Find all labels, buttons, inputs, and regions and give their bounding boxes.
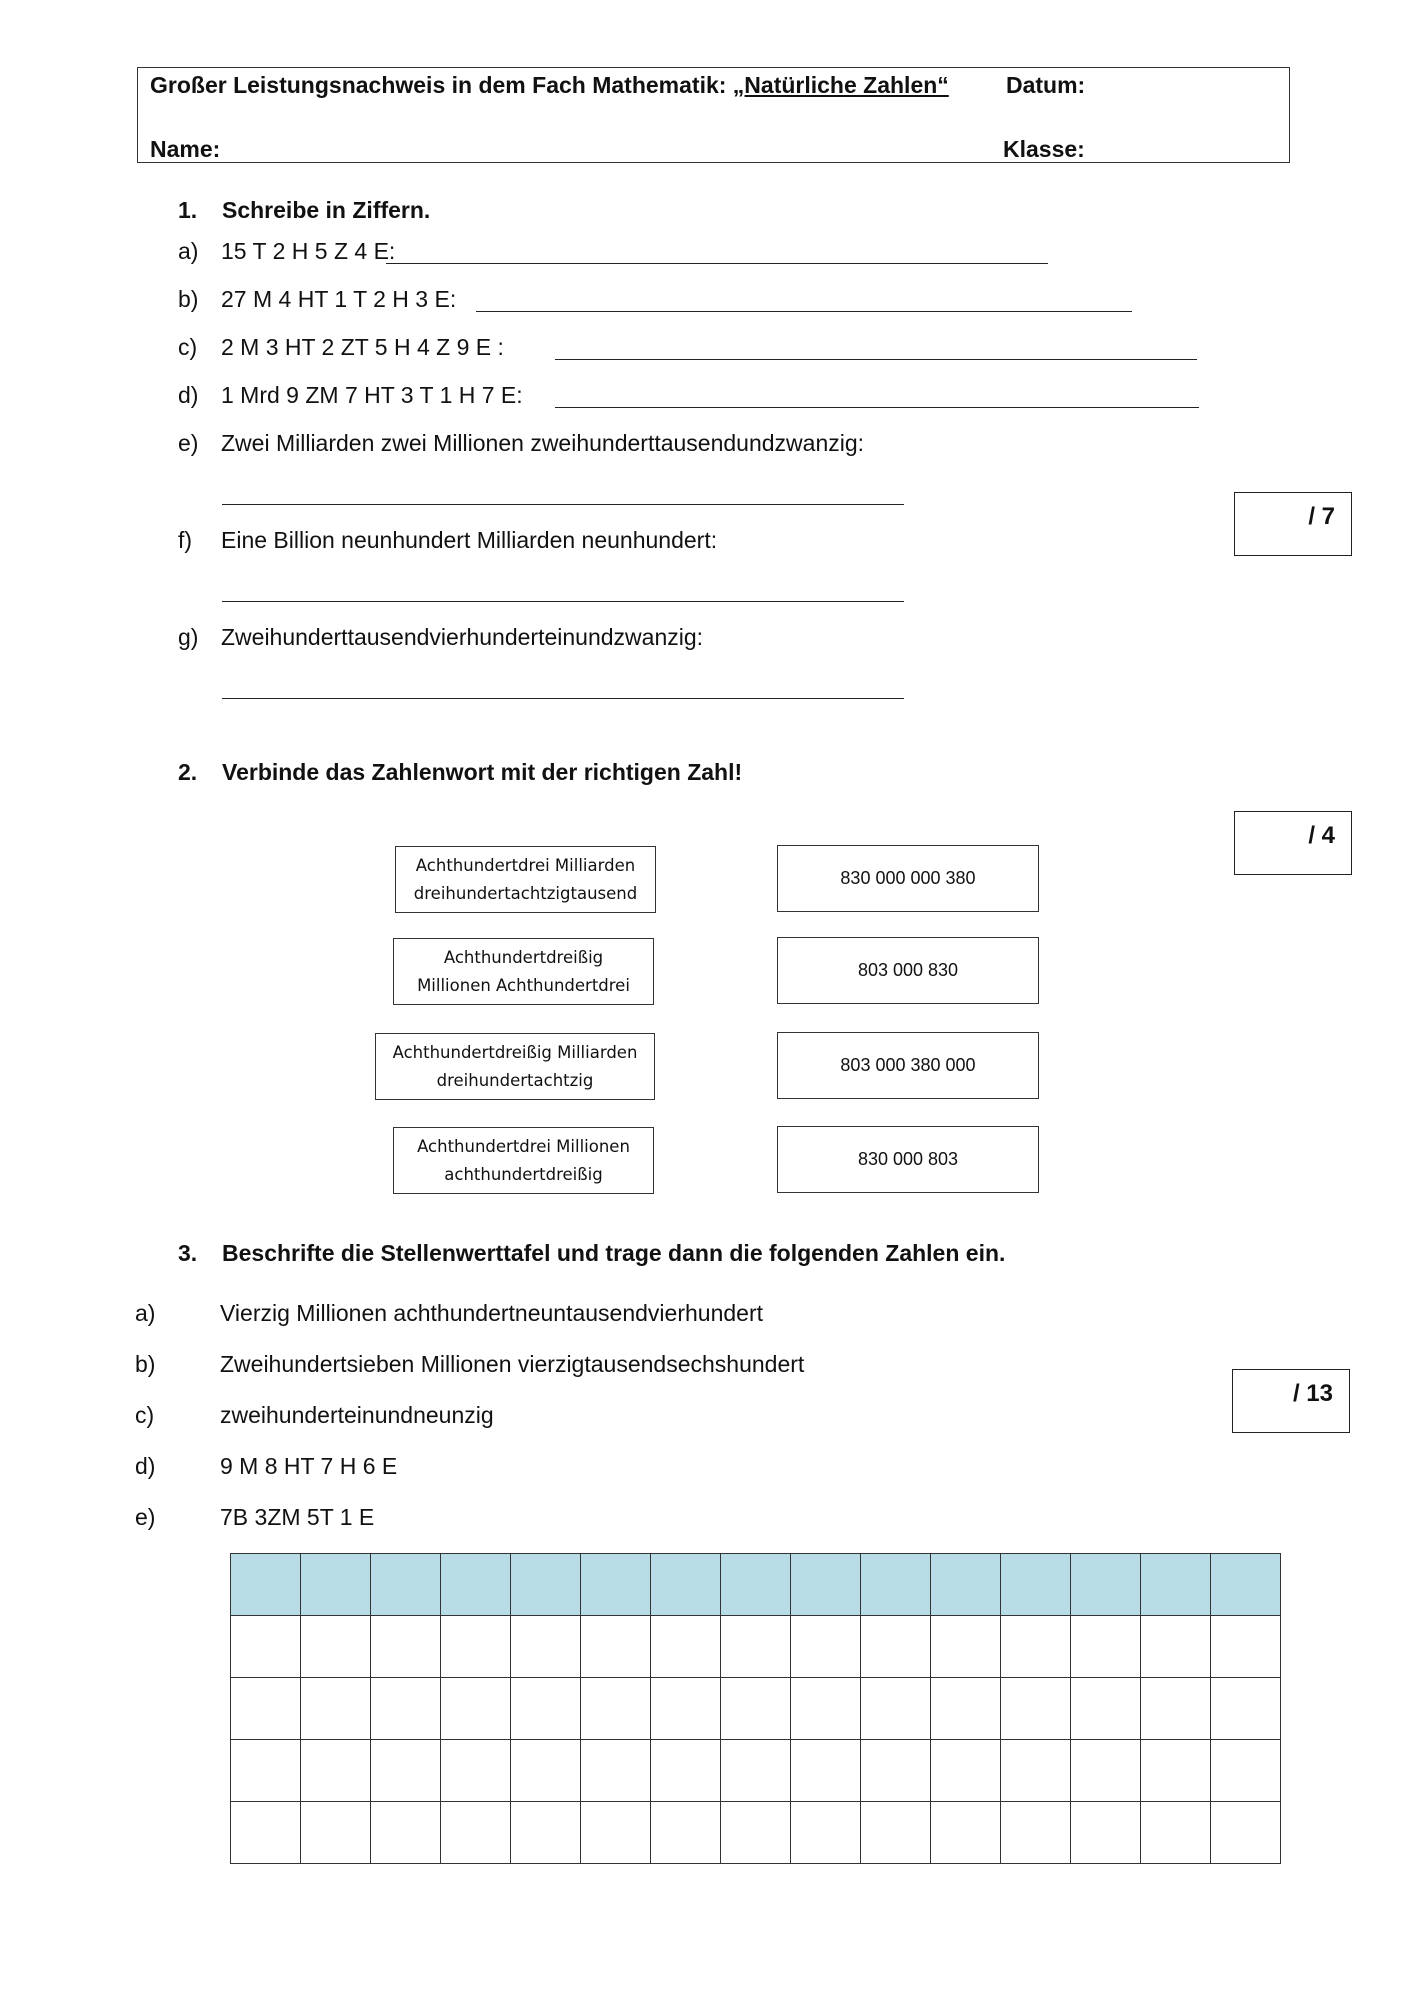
score-box-section3 bbox=[1232, 1369, 1350, 1433]
place-value-header-cell[interactable] bbox=[931, 1554, 1001, 1616]
place-value-cell[interactable] bbox=[441, 1678, 511, 1740]
number-word-box[interactable] bbox=[393, 938, 654, 1005]
task-text: Vierzig Millionen achthundertneuntausendvierhundert bbox=[220, 1300, 763, 1326]
task-text: Zweihundertsieben Millionen vierzigtausendsechshundert bbox=[220, 1351, 805, 1377]
place-value-cell[interactable] bbox=[651, 1740, 721, 1802]
place-value-header-cell[interactable] bbox=[1071, 1554, 1141, 1616]
task-label: a) bbox=[178, 238, 199, 264]
score-box-section1 bbox=[1234, 492, 1352, 556]
number-box[interactable] bbox=[777, 1126, 1039, 1193]
place-value-cell[interactable] bbox=[231, 1678, 301, 1740]
task-label: a) bbox=[135, 1300, 156, 1326]
place-value-table bbox=[230, 1553, 1281, 1864]
place-value-cell[interactable] bbox=[721, 1616, 791, 1678]
place-value-cell[interactable] bbox=[231, 1802, 301, 1864]
task-text: 7B 3ZM 5T 1 E bbox=[220, 1504, 375, 1530]
place-value-cell[interactable] bbox=[1141, 1616, 1211, 1678]
section3-title: Beschrifte die Stellenwerttafel und trage dann die folgenden Zahlen ein. bbox=[222, 1240, 1006, 1266]
place-value-header-row bbox=[231, 1554, 1281, 1616]
score-box-section2 bbox=[1234, 811, 1352, 875]
number-word-line: dreihundertachtzigtausend bbox=[413, 883, 638, 903]
section3-number: 3. bbox=[178, 1240, 198, 1266]
place-value-cell[interactable] bbox=[511, 1678, 581, 1740]
place-value-header-cell[interactable] bbox=[1001, 1554, 1071, 1616]
section2-number: 2. bbox=[178, 759, 198, 785]
number-value: 830 000 803 bbox=[857, 1149, 959, 1169]
place-value-cell[interactable] bbox=[231, 1616, 301, 1678]
place-value-row bbox=[231, 1616, 1281, 1678]
place-value-cell[interactable] bbox=[581, 1740, 651, 1802]
place-value-cell[interactable] bbox=[1211, 1740, 1281, 1802]
task-text: 27 M 4 HT 1 T 2 H 3 E: bbox=[221, 286, 457, 312]
place-value-row bbox=[231, 1678, 1281, 1740]
section1-heading bbox=[178, 197, 430, 224]
place-value-cell[interactable] bbox=[581, 1802, 651, 1864]
task-text: Eine Billion neunhundert Milliarden neunhundert: bbox=[221, 527, 718, 553]
score-text: / 4 bbox=[1308, 822, 1335, 849]
task-label: f) bbox=[178, 527, 193, 553]
place-value-cell[interactable] bbox=[721, 1678, 791, 1740]
answer-line-1a[interactable] bbox=[386, 263, 1048, 264]
place-value-cell[interactable] bbox=[931, 1740, 1001, 1802]
place-value-cell[interactable] bbox=[231, 1740, 301, 1802]
number-word-line: achthundertdreißig bbox=[444, 1164, 603, 1184]
place-value-cell[interactable] bbox=[511, 1616, 581, 1678]
place-value-cell[interactable] bbox=[721, 1802, 791, 1864]
place-value-cell[interactable] bbox=[861, 1740, 931, 1802]
task-text: Zwei Milliarden zwei Millionen zweihunderttausendundzwanzig: bbox=[221, 430, 865, 456]
place-value-cell[interactable] bbox=[371, 1740, 441, 1802]
section1-number: 1. bbox=[178, 197, 198, 223]
place-value-header-cell[interactable] bbox=[861, 1554, 931, 1616]
section2-heading bbox=[178, 759, 742, 786]
section3-heading bbox=[178, 1240, 1005, 1267]
place-value-cell[interactable] bbox=[1141, 1802, 1211, 1864]
number-value: 830 000 000 380 bbox=[840, 868, 976, 888]
place-value-cell[interactable] bbox=[1071, 1678, 1141, 1740]
task-label: d) bbox=[178, 382, 199, 408]
place-value-header-cell[interactable] bbox=[791, 1554, 861, 1616]
place-value-cell[interactable] bbox=[1211, 1802, 1281, 1864]
number-word-line: Millionen Achthundertdrei bbox=[417, 975, 630, 995]
place-value-cell[interactable] bbox=[791, 1616, 861, 1678]
answer-line-1c[interactable] bbox=[555, 359, 1197, 360]
exam-topic: „Natürliche Zahlen“ bbox=[732, 72, 949, 98]
place-value-cell[interactable] bbox=[651, 1678, 721, 1740]
task-label: c) bbox=[178, 334, 198, 360]
task-text: zweihunderteinundneunzig bbox=[220, 1402, 494, 1428]
number-word-box[interactable] bbox=[375, 1033, 655, 1100]
place-value-cell[interactable] bbox=[581, 1678, 651, 1740]
answer-line-1b[interactable] bbox=[476, 311, 1132, 312]
place-value-cell[interactable] bbox=[1001, 1616, 1071, 1678]
number-value: 803 000 830 bbox=[857, 960, 959, 980]
exam-title-prefix: Großer Leistungsnachweis in dem Fach Mathematik: bbox=[150, 72, 733, 98]
place-value-cell[interactable] bbox=[791, 1802, 861, 1864]
place-value-cell[interactable] bbox=[371, 1678, 441, 1740]
place-value-header-cell[interactable] bbox=[301, 1554, 371, 1616]
number-word-box[interactable] bbox=[393, 1127, 654, 1194]
answer-line-1f[interactable] bbox=[222, 601, 904, 602]
place-value-header-cell[interactable] bbox=[1141, 1554, 1211, 1616]
place-value-cell[interactable] bbox=[441, 1616, 511, 1678]
task-label: d) bbox=[135, 1453, 156, 1479]
place-value-cell[interactable] bbox=[931, 1616, 1001, 1678]
place-value-row bbox=[231, 1740, 1281, 1802]
place-value-cell[interactable] bbox=[791, 1678, 861, 1740]
answer-line-1d[interactable] bbox=[555, 407, 1199, 408]
place-value-cell[interactable] bbox=[301, 1802, 371, 1864]
place-value-cell[interactable] bbox=[371, 1616, 441, 1678]
place-value-cell[interactable] bbox=[791, 1740, 861, 1802]
place-value-cell[interactable] bbox=[1141, 1740, 1211, 1802]
task-label: g) bbox=[178, 624, 199, 650]
place-value-header-cell[interactable] bbox=[231, 1554, 301, 1616]
score-text: / 13 bbox=[1292, 1380, 1333, 1407]
place-value-cell[interactable] bbox=[861, 1616, 931, 1678]
place-value-cell[interactable] bbox=[861, 1678, 931, 1740]
place-value-cell[interactable] bbox=[931, 1678, 1001, 1740]
place-value-cell[interactable] bbox=[1211, 1678, 1281, 1740]
number-word-line: dreihundertachtzig bbox=[436, 1070, 594, 1090]
place-value-header-cell[interactable] bbox=[441, 1554, 511, 1616]
number-box[interactable] bbox=[777, 937, 1039, 1004]
task-text: Zweihunderttausendvierhunderteinundzwanzig: bbox=[221, 624, 704, 650]
score-text: / 7 bbox=[1308, 503, 1335, 530]
section2-title: Verbinde das Zahlenwort mit der richtigen Zahl! bbox=[222, 759, 743, 785]
place-value-header-cell[interactable] bbox=[511, 1554, 581, 1616]
name-label: Name: bbox=[150, 136, 221, 162]
task-text: 2 M 3 HT 2 ZT 5 H 4 Z 9 E : bbox=[221, 334, 504, 360]
place-value-cell[interactable] bbox=[371, 1802, 441, 1864]
place-value-cell[interactable] bbox=[511, 1802, 581, 1864]
task-text: 15 T 2 H 5 Z 4 E: bbox=[221, 238, 396, 264]
place-value-cell[interactable] bbox=[861, 1802, 931, 1864]
task-label: b) bbox=[135, 1351, 156, 1377]
section1-title: Schreibe in Ziffern. bbox=[222, 197, 431, 223]
place-value-cell[interactable] bbox=[511, 1740, 581, 1802]
place-value-header-cell[interactable] bbox=[721, 1554, 791, 1616]
datum-label: Datum: bbox=[1006, 72, 1086, 98]
place-value-cell[interactable] bbox=[1001, 1678, 1071, 1740]
task-label: b) bbox=[178, 286, 199, 312]
place-value-cell[interactable] bbox=[651, 1616, 721, 1678]
place-value-cell[interactable] bbox=[301, 1740, 371, 1802]
place-value-cell[interactable] bbox=[1071, 1740, 1141, 1802]
place-value-cell[interactable] bbox=[721, 1740, 791, 1802]
number-word-line: Achthundertdrei Millionen bbox=[417, 1136, 630, 1156]
task-text: 1 Mrd 9 ZM 7 HT 3 T 1 H 7 E: bbox=[221, 382, 523, 408]
number-box[interactable] bbox=[777, 1032, 1039, 1099]
place-value-cell[interactable] bbox=[301, 1678, 371, 1740]
place-value-cell[interactable] bbox=[301, 1616, 371, 1678]
task-label: e) bbox=[178, 430, 199, 456]
place-value-header-cell[interactable] bbox=[651, 1554, 721, 1616]
place-value-cell[interactable] bbox=[1141, 1678, 1211, 1740]
place-value-cell[interactable] bbox=[1001, 1740, 1071, 1802]
place-value-cell[interactable] bbox=[441, 1740, 511, 1802]
number-box[interactable] bbox=[777, 845, 1039, 912]
place-value-cell[interactable] bbox=[1211, 1616, 1281, 1678]
task-label: e) bbox=[135, 1504, 156, 1530]
place-value-cell[interactable] bbox=[651, 1802, 721, 1864]
klasse-label: Klasse: bbox=[1003, 136, 1085, 162]
place-value-cell[interactable] bbox=[931, 1802, 1001, 1864]
answer-line-1g[interactable] bbox=[222, 698, 904, 699]
place-value-cell[interactable] bbox=[1071, 1616, 1141, 1678]
place-value-header-cell[interactable] bbox=[1211, 1554, 1281, 1616]
place-value-header-cell[interactable] bbox=[581, 1554, 651, 1616]
place-value-cell[interactable] bbox=[1001, 1802, 1071, 1864]
number-word-line: Achthundertdreißig Milliarden bbox=[392, 1042, 638, 1062]
exam-title bbox=[150, 72, 949, 99]
number-word-line: Achthundertdrei Milliarden bbox=[415, 855, 636, 875]
number-word-line: Achthundertdreißig bbox=[443, 947, 604, 967]
place-value-header-cell[interactable] bbox=[371, 1554, 441, 1616]
number-word-box[interactable] bbox=[395, 846, 656, 913]
place-value-row bbox=[231, 1802, 1281, 1864]
number-value: 803 000 380 000 bbox=[840, 1055, 976, 1075]
task-text: 9 M 8 HT 7 H 6 E bbox=[220, 1453, 398, 1479]
answer-line-1e[interactable] bbox=[222, 504, 904, 505]
task-label: c) bbox=[135, 1402, 155, 1428]
place-value-cell[interactable] bbox=[581, 1616, 651, 1678]
place-value-cell[interactable] bbox=[441, 1802, 511, 1864]
place-value-cell[interactable] bbox=[1071, 1802, 1141, 1864]
